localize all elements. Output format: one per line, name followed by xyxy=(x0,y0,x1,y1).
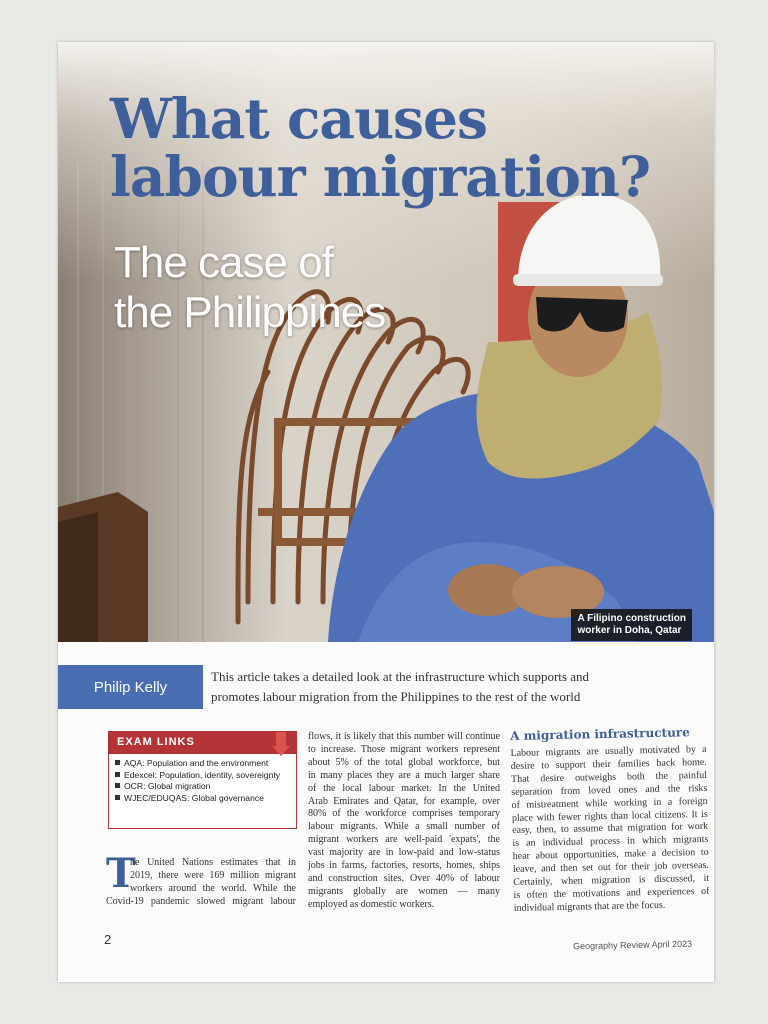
headline xyxy=(110,86,651,209)
standfirst xyxy=(211,667,661,707)
subheadline xyxy=(114,238,385,338)
page-number: 2 xyxy=(104,932,112,947)
arrow-down-icon xyxy=(272,732,290,758)
exam-links-box xyxy=(108,731,297,829)
exam-links-title: EXAM LINKS xyxy=(117,736,195,748)
body-line: desire to support their families back home. xyxy=(510,756,707,772)
body-line: is often the motivations and experiences of xyxy=(513,885,710,901)
subheadline-line-1: The case of xyxy=(114,238,333,287)
exam-links-list xyxy=(109,758,296,804)
body-line: 80% of the workforce comprises temporary xyxy=(308,808,500,820)
body-line: Arab Emirates and Qatar, for example, over xyxy=(308,795,500,807)
body-line: Covid-19 pandemic slowed migrant labour xyxy=(106,895,296,907)
headline-line-1: What causes xyxy=(110,86,487,151)
body-column-1 xyxy=(106,850,296,909)
headline-line-2: labour migration? xyxy=(110,144,651,209)
caption-line-2: worker in Doha, Qatar xyxy=(577,625,682,636)
section-heading: A migration infrastructure xyxy=(510,725,690,743)
body-column-3 xyxy=(510,724,710,916)
hero-photo xyxy=(58,42,714,642)
standfirst-line-1: This article takes a detailed look at the infrastructure which supports and xyxy=(211,669,589,684)
body-line: leave, and then set out for their job overseas. xyxy=(512,860,710,876)
body-line: is an individual process in which migrants xyxy=(512,834,709,850)
standfirst-line-2: promotes labour migration from the Philippines to the rest of the world xyxy=(211,689,581,704)
body-line: of the local labour market. In the United xyxy=(308,782,500,794)
exam-link-item: Edexcel: Population, identity, sovereignty xyxy=(115,770,290,782)
photo-caption xyxy=(571,609,692,641)
author-name: Philip Kelly xyxy=(58,665,203,709)
body-line: to increase. Those migrant workers represent xyxy=(308,743,500,755)
body-line: Certainly, when migration is discussed, it xyxy=(513,872,710,889)
body-line: easy, then, to assume that migration for work xyxy=(512,821,709,837)
body-line: labour migrants. While a small number of xyxy=(308,821,500,833)
magazine-footer: Geography Review April 2023 xyxy=(572,938,693,952)
body-line: separation from loved ones and the risks xyxy=(511,782,708,798)
body-line: That desire outweighs both the painful xyxy=(510,769,708,785)
body-line: employed as domestic workers. xyxy=(308,898,435,910)
body-column-2 xyxy=(308,731,500,912)
body-line: workers around the world. While the xyxy=(130,882,296,894)
drop-cap: T xyxy=(106,850,136,897)
caption-line-1: A Filipino construction xyxy=(577,613,686,624)
body-line: in many places they are a much larger share xyxy=(308,769,500,781)
body-line: migrants globally are women — many xyxy=(308,885,500,897)
body-line: flows, it is likely that this number will continue xyxy=(308,731,500,742)
exam-link-item: OCR: Global migration xyxy=(115,781,290,793)
bullet-square-icon xyxy=(115,783,120,788)
exam-link-item: AQA: Population and the environment xyxy=(115,758,290,770)
body-line: about 5% of the total global workforce, but xyxy=(308,756,500,768)
subheadline-line-2: the Philippines xyxy=(114,288,386,337)
body-line: 2019, there were 169 million migrant xyxy=(130,869,296,881)
bullet-square-icon xyxy=(115,772,120,777)
bullet-square-icon xyxy=(115,760,120,765)
body-line: place with fewer rights than local citizens. It is xyxy=(511,808,708,824)
body-line: vast majority are in low-paid and low-status xyxy=(308,847,500,859)
bullet-square-icon xyxy=(115,795,120,800)
magazine-page xyxy=(58,42,714,982)
body-line: hear about opportunities, make a decision to xyxy=(512,847,709,863)
body-line: Labour migrants are usually motivated by a xyxy=(510,743,707,759)
body-line: migrant workers are well-paid 'expats', the xyxy=(308,834,500,846)
body-line: of mistreatment while working in a foreign xyxy=(511,795,708,811)
body-line: jobs in farms, factories, resorts, homes, ships xyxy=(308,860,500,872)
exam-link-item: WJEC/EDUQAS: Global governance xyxy=(115,793,290,805)
body-line: individual migrants that are the focus. xyxy=(513,899,666,914)
body-line: he United Nations estimates that in xyxy=(130,857,296,868)
body-line: and construction sites. Over 40% of labour xyxy=(308,872,500,884)
exam-links-header xyxy=(109,732,296,754)
